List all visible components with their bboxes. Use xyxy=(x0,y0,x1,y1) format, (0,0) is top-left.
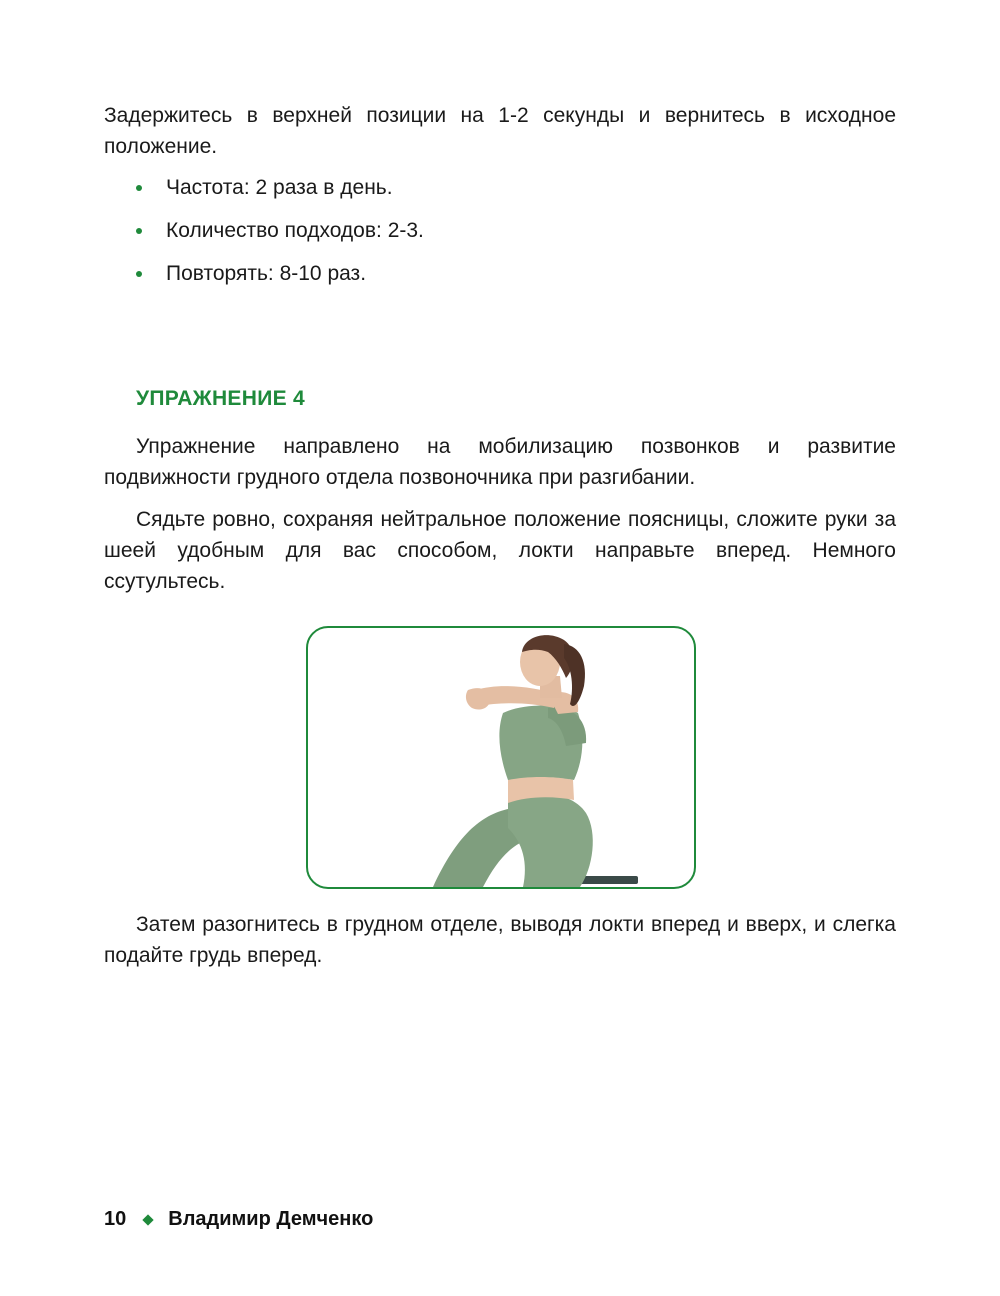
exercise-heading: УПРАЖНЕНИЕ 4 xyxy=(136,387,306,410)
hip-shape xyxy=(508,793,593,887)
paragraph-hold-position: Задержитесь в верхней позиции на 1-2 секунды и вернитесь в исходное положение. xyxy=(104,104,896,158)
diamond-separator-icon xyxy=(143,1214,154,1225)
seated-woman-illustration xyxy=(308,628,694,887)
author-name: Владимир Демченко xyxy=(168,1208,374,1230)
bullet-dot-icon xyxy=(136,228,142,234)
hand-shape xyxy=(466,688,490,709)
bullet-text: Повторять: 8-10 раз. xyxy=(166,262,367,285)
page-number: 10 xyxy=(104,1208,127,1230)
list-item xyxy=(136,258,424,301)
paragraph-extension: Затем разогнитесь в грудном отделе, выводя локти вперед и вверх, и слегка подайте грудь вперед. xyxy=(104,913,896,967)
paragraph-exercise-purpose: Упражнение направлено на мобилизацию позвонков и развитие подвижности грудного отдела позвоночника при разгибании. xyxy=(104,435,896,489)
mat-shape xyxy=(578,876,638,884)
bullet-dot-icon xyxy=(136,185,142,191)
page-footer xyxy=(104,1208,373,1231)
list-item xyxy=(136,215,424,258)
exercise-photo xyxy=(306,626,696,889)
bullet-list xyxy=(136,172,424,301)
paragraph-instructions: Сядьте ровно, сохраняя нейтральное положение поясницы, сложите руки за шеей удобным для вас способом, локти направьте вперед. Немного ссутультесь. xyxy=(104,508,896,593)
bullet-text: Частота: 2 раза в день. xyxy=(166,176,393,199)
list-item xyxy=(136,172,424,215)
bullet-dot-icon xyxy=(136,271,142,277)
bullet-text: Количество подходов: 2-3. xyxy=(166,219,424,242)
